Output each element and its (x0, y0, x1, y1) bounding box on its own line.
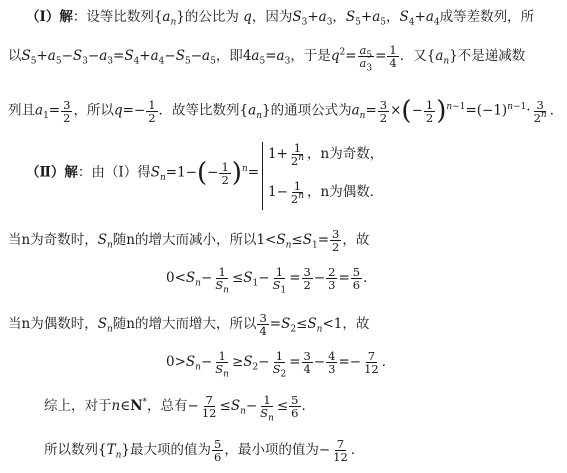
ineq-even: $0>S_n-$ $\frac{1}{S_n}$ $\ge S_2-$ $\frac{1}{S_2}$ = $\frac{3}{4}$ − $\frac{4}{3}$ =− $\frac{7}{12}$ ． (166, 349, 396, 380)
summary: 综上，对于n∈N*，总有− $\frac{7}{12}$ $\le S_n-$ $\frac{1}{S_n}$ ≤ $\frac{5}{6}$ ． (44, 393, 315, 424)
part1-label: （Ⅰ）解 (26, 9, 73, 25)
part2-label: （Ⅱ）解 (26, 164, 78, 181)
line-3: 列且$a_1=$ $\frac{3}{2}$ ，所以q=− $\frac{1}{2}$ ．故等比数列$\{a_n\}$的通项公式为$a_n=$ $\frac{3}{2}$ ×(− $\frac{1}{2}$ )$^{n-1}=(-1)^{n-1}\cdot$ $\frac{3}{2^n}$ ． (8, 96, 564, 126)
line-2: 以$S_5+a_5-S_3-a_3=S_4+a_4-S_5-a_5$，即$4a_5=a_3$，于是$q^2=$ $\frac{a_5}{a_3}$ = $\frac{1}{4}$ ．又$\{a_n\}$不是递减数 (8, 43, 526, 74)
ineq-odd: $0<S_n-$ $\frac{1}{S_n}$ $\le S_1-$ $\frac{1}{S_1}$ = $\frac{3}{2}$ − $\frac{2}{3}$ = $\frac{5}{6}$ ． (166, 265, 377, 296)
line-1: （Ⅰ）解：设等比数列$\{a_n\}$的公比为 q，因为$S_3+a_3$，$S_5+a_5$，$S_4+a_4$成等差数列，所 (26, 9, 535, 28)
piecewise-brace (262, 142, 263, 210)
line-even: 当n为偶数时，$S_n$随n的增大而增大，所以 $\frac{3}{4}$ $=S_2\le S_n<1$，故 (8, 311, 370, 338)
conclusion: 所以数列$\{T_n\}$最大项的值为 $\frac{5}{6}$ ，最小项的值为− $\frac{7}{12}$ ． (44, 437, 365, 464)
case-odd: 1+ $\frac{1}{2^n}$ ，n为奇数， (268, 141, 384, 168)
line-4: （Ⅱ）解：由（Ⅰ）得$S_n=1-(-$ $\frac{1}{2}$ )$^n$= (26, 158, 260, 188)
case-even: 1− $\frac{1}{2^n}$ ，n为偶数． (268, 179, 384, 206)
line-odd: 当n为奇数时，$S_n$随n的增大而减小，所以$1<S_n\le S_1=$ $\frac{3}{2}$ ，故 (8, 227, 370, 254)
